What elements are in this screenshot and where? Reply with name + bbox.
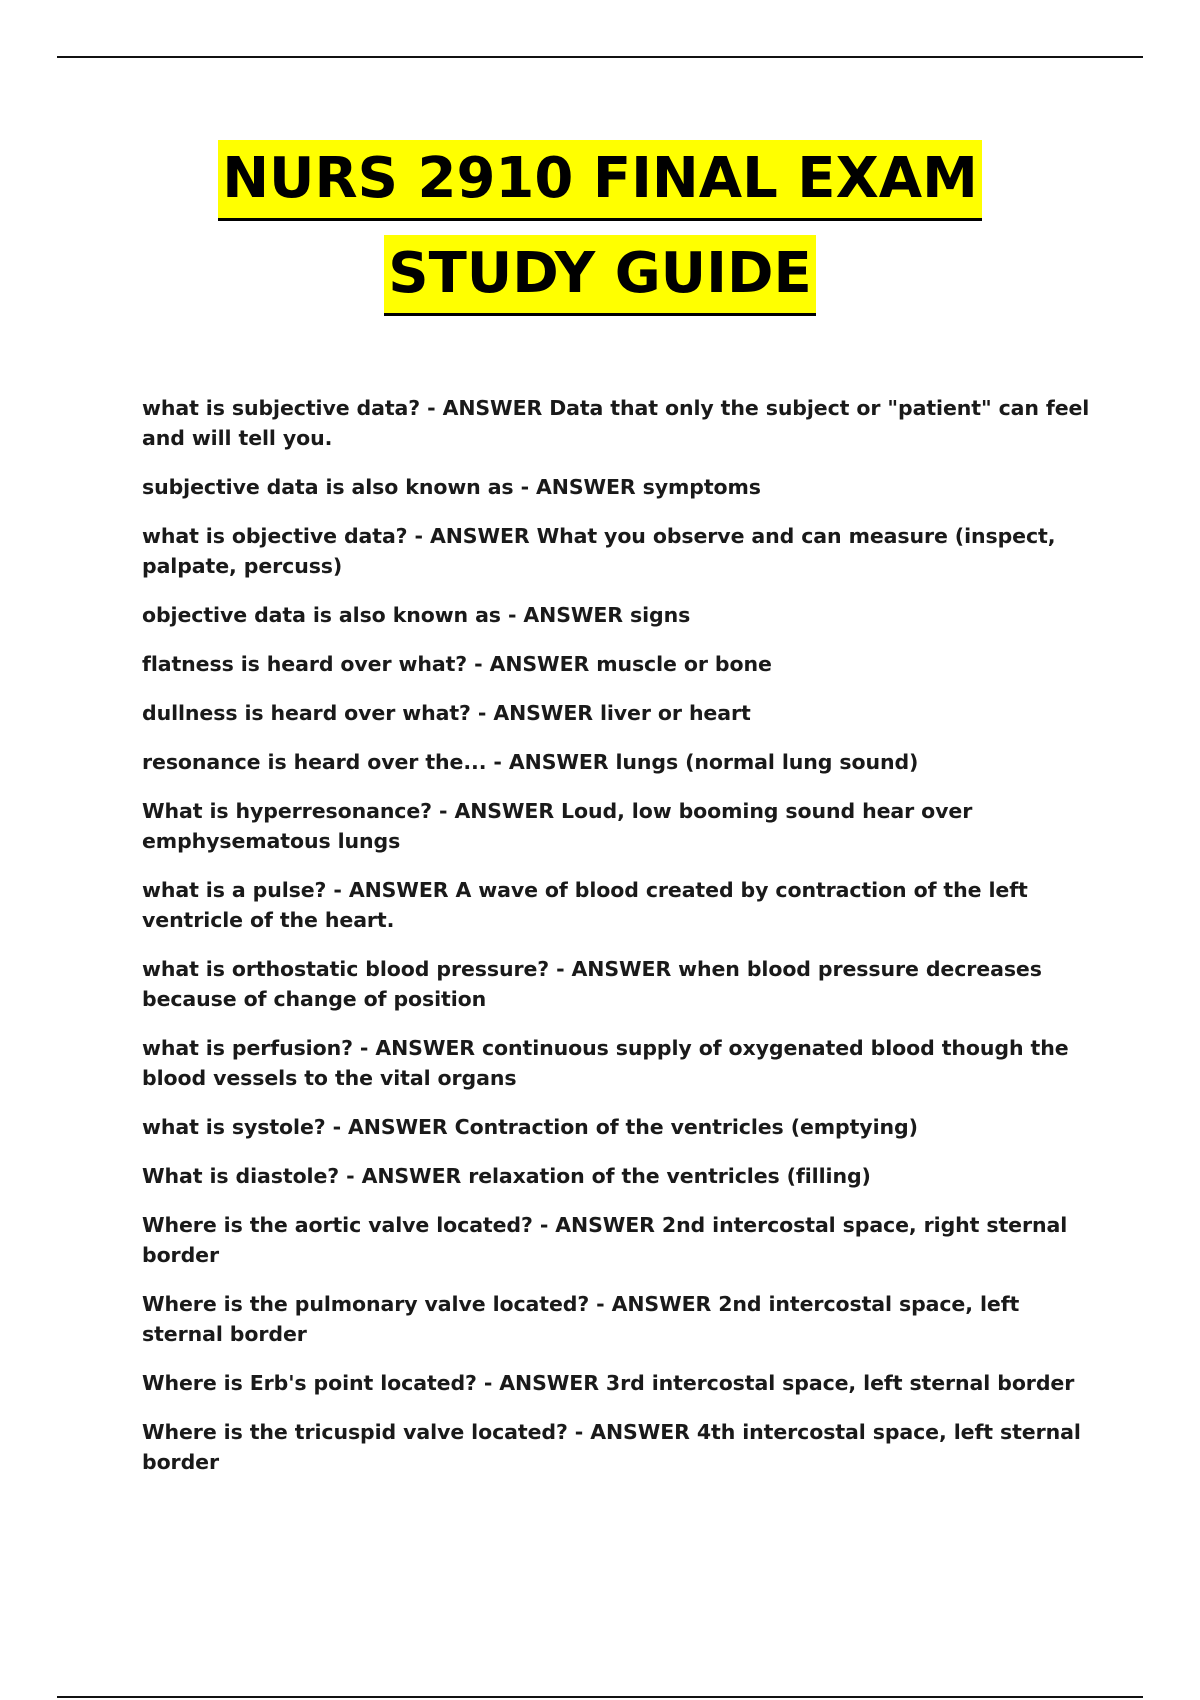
qa-item: what is perfusion? - ANSWER continuous supply of oxygenated blood though the blood vessels to the vital organs bbox=[142, 1036, 1069, 1090]
qa-item: dullness is heard over what? - ANSWER liver or heart bbox=[142, 701, 751, 725]
qa-item: Where is the aortic valve located? - ANSWER 2nd intercostal space, right sternal border bbox=[142, 1213, 1068, 1267]
top-rule bbox=[57, 56, 1143, 58]
qa-item: what is systole? - ANSWER Contraction of the ventricles (emptying) bbox=[142, 1115, 918, 1139]
qa-item: what is objective data? - ANSWER What you observe and can measure (inspect, palpate, percuss) bbox=[142, 524, 1056, 578]
qa-item: what is subjective data? - ANSWER Data that only the subject or "patient" can feel and will tell you. bbox=[142, 396, 1090, 450]
title-line-2: STUDY GUIDE bbox=[384, 235, 815, 316]
qa-item: what is a pulse? - ANSWER A wave of blood created by contraction of the left ventricle of the heart. bbox=[142, 878, 1028, 932]
qa-list bbox=[142, 393, 1092, 1496]
document-title bbox=[0, 140, 1200, 316]
qa-item: Where is the pulmonary valve located? - ANSWER 2nd intercostal space, left sternal border bbox=[142, 1292, 1020, 1346]
bottom-rule bbox=[57, 1696, 1143, 1698]
title-line-1: NURS 2910 FINAL EXAM bbox=[218, 140, 982, 221]
qa-item: what is orthostatic blood pressure? - ANSWER when blood pressure decreases because of change of position bbox=[142, 957, 1042, 1011]
qa-item: subjective data is also known as - ANSWER symptoms bbox=[142, 475, 761, 499]
qa-item: Where is the tricuspid valve located? - ANSWER 4th intercostal space, left sternal border bbox=[142, 1420, 1081, 1474]
qa-item: What is diastole? - ANSWER relaxation of the ventricles (filling) bbox=[142, 1164, 871, 1188]
qa-item: What is hyperresonance? - ANSWER Loud, low booming sound hear over emphysematous lungs bbox=[142, 799, 973, 853]
qa-item: objective data is also known as - ANSWER signs bbox=[142, 603, 691, 627]
qa-item: resonance is heard over the... - ANSWER lungs (normal lung sound) bbox=[142, 750, 919, 774]
qa-item: flatness is heard over what? - ANSWER muscle or bone bbox=[142, 652, 772, 676]
qa-item: Where is Erb's point located? - ANSWER 3rd intercostal space, left sternal border bbox=[142, 1371, 1075, 1395]
